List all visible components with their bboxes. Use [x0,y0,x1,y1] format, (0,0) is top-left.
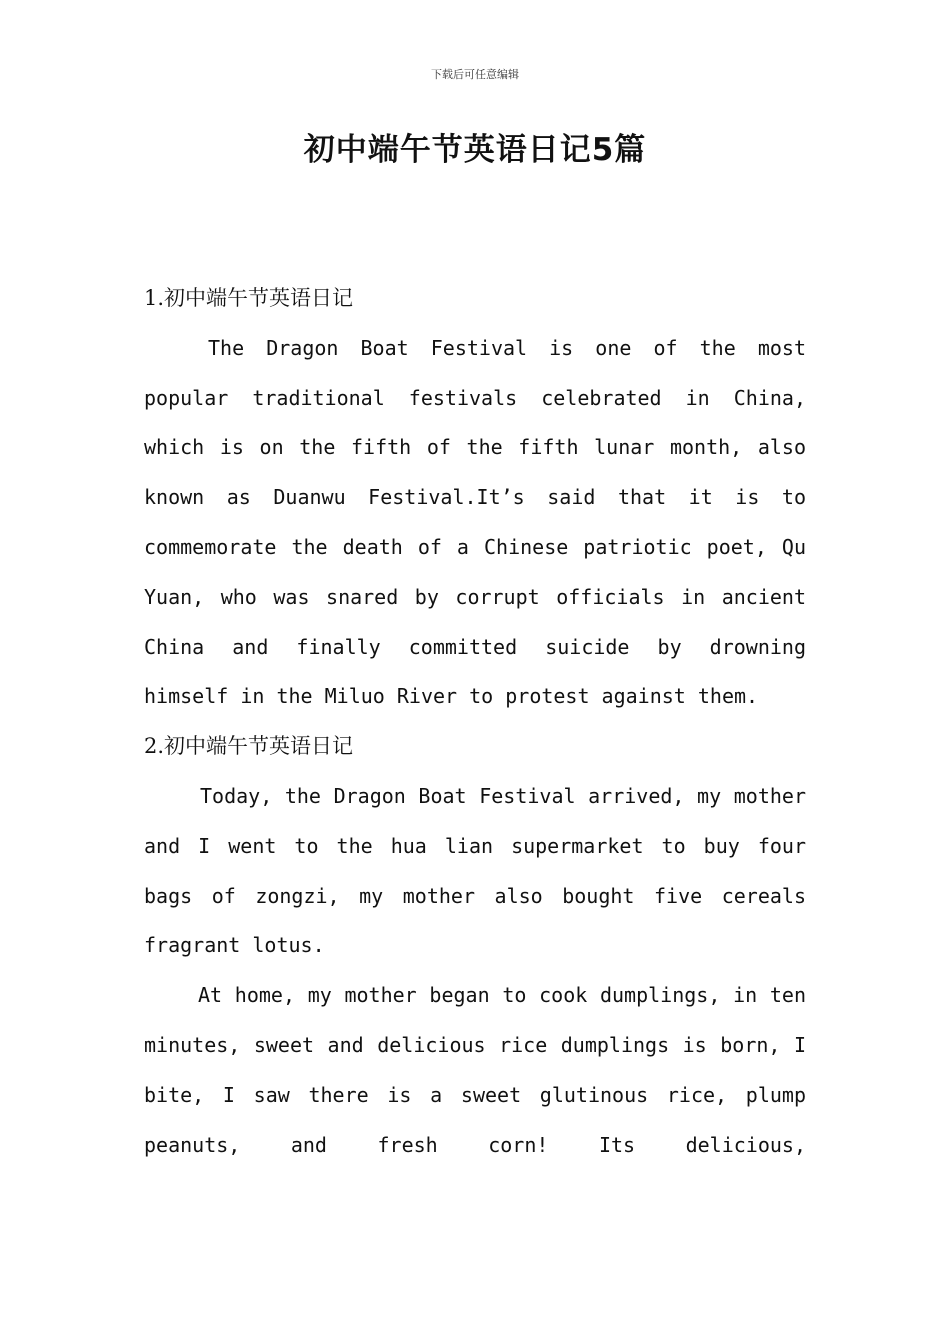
section-2 [144,722,806,1170]
section-heading: 1.初中端午节英语日记 [144,286,354,310]
document-body [144,274,806,1170]
header-note: 下载后可任意编辑 [431,68,519,81]
paragraph: The Dragon Boat Festival is one of the most popular traditional festivals celebrated in China, which is on the fifth of the fifth lunar month, also known as Duanwu Festival.It’s said that it is to commemorate the death of a Chinese patriotic poet, Qu Yuan, who was snared by corrupt officials in ancient China and finally committed suicide by drowning himself in the Miluo River to protest against them. [144,335,806,709]
section-heading: 2.初中端午节英语日记 [144,734,354,759]
paragraph: Today, the Dragon Boat Festival arrived, my mother and I went to the hua lian supermarket to buy four bags of zongzi, my mother also bought five cereals fragrant lotus. [144,783,806,958]
section-1 [144,274,806,722]
paragraph: At home, my mother began to cook dumplings, in ten minutes, sweet and delicious rice dumplings is born, I bite, I saw there is a sweet glutinous rice, plump peanuts, and fresh corn! Its delicious, [144,983,806,1157]
document-title: 初中端午节英语日记5篇 [303,132,647,168]
